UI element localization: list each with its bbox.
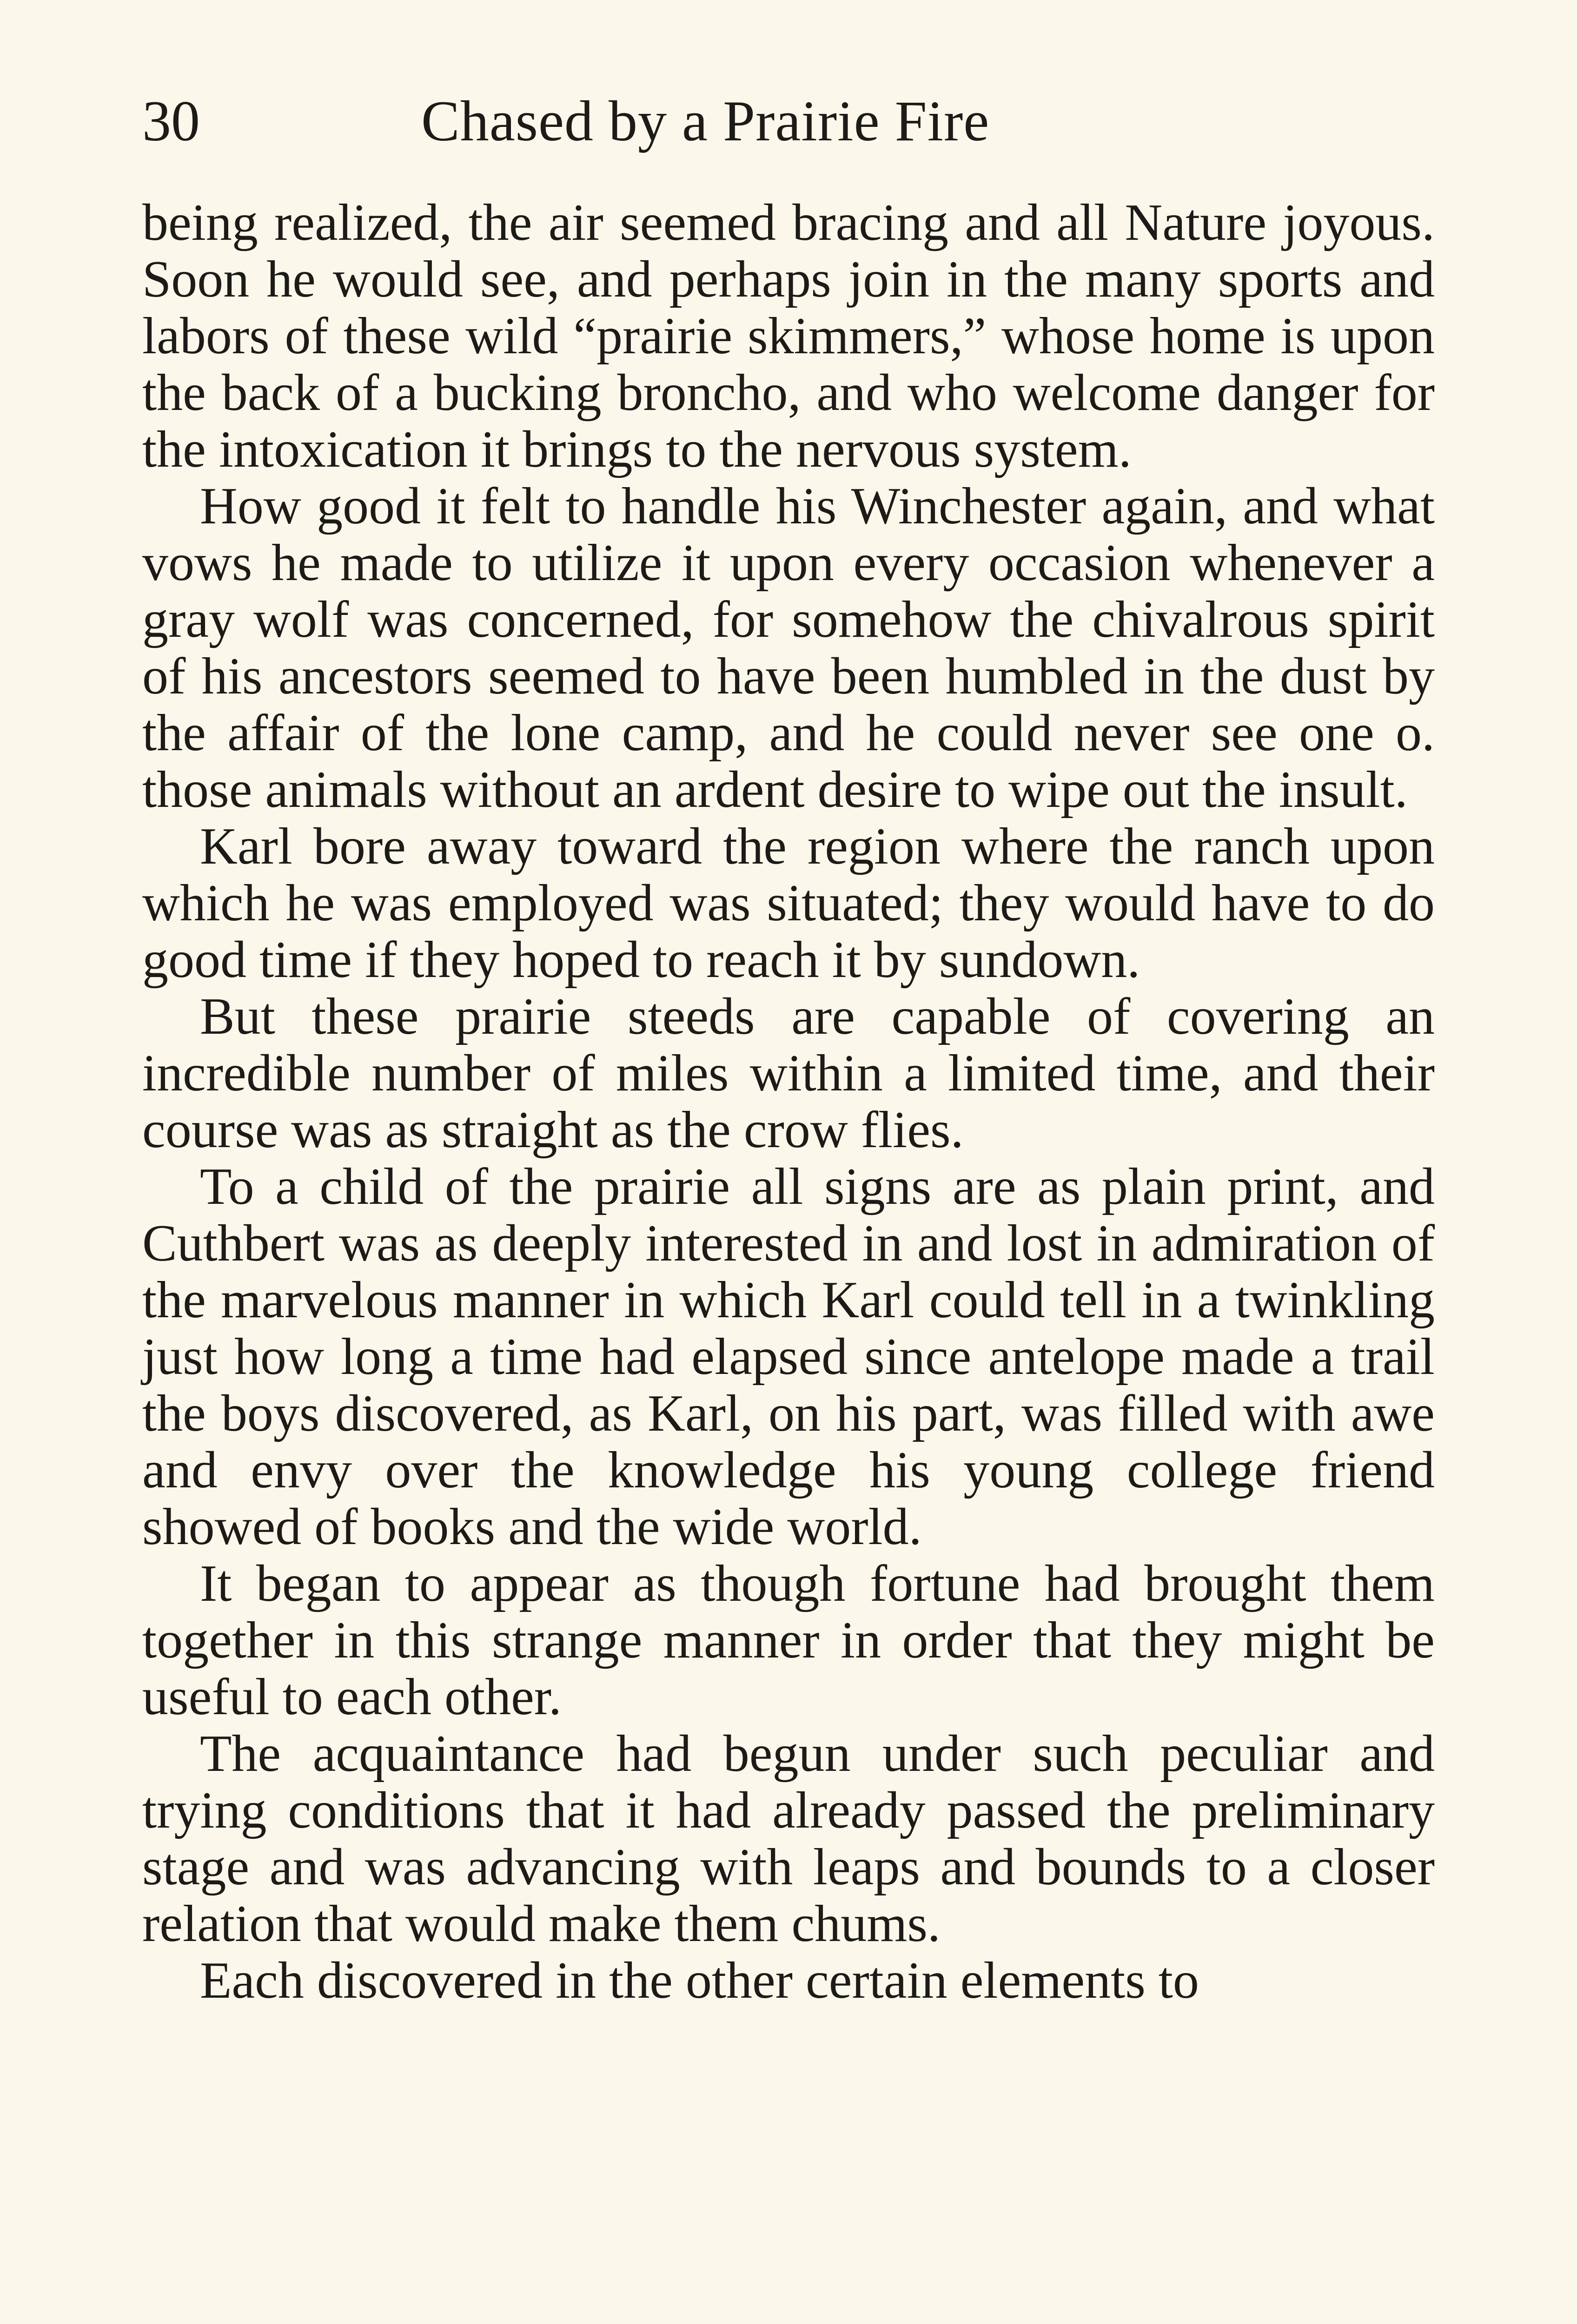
paragraph-4: But these prairie steeds are capable of covering an incredible number of miles within a limited time, and their course was as straight as the crow flies. bbox=[142, 988, 1435, 1159]
page-number: 30 bbox=[142, 89, 200, 153]
paragraph-8: Each discovered in the other certain elements to bbox=[200, 1952, 1199, 2009]
paragraph-7: The acquaintance had begun under such peculiar and trying conditions that it had already passed the preliminary stage and was advancing with leaps and bounds to a closer relation that would make them chums. bbox=[142, 1725, 1435, 1953]
paragraph-1: being realized, the air seemed bracing and all Nature joyous. Soon he would see, and perhaps join in the many sports and labors of these wild “prairie skimmers,” whose home is upon the back of a bucking broncho, and who welcome danger for the intoxication it brings to the nervous system. bbox=[142, 194, 1435, 478]
paragraph-6: It began to appear as though fortune had brought them together in this strange manner in order that they might be useful to each other. bbox=[142, 1555, 1435, 1726]
paragraph-5: To a child of the prairie all signs are as plain print, and Cuthbert was as deeply interested in and lost in admiration of the marvelous manner in which Karl could tell in a twinkling just how long a time had elapsed since antelope made a trail the boys discovered, as Karl, on his part, was filled with awe and envy over the knowledge his young college friend showed of books and the wide world. bbox=[142, 1158, 1435, 1556]
body-text bbox=[142, 194, 1435, 2009]
paragraph-3: Karl bore away toward the region where the ranch upon which he was employed was situated; they would have to do good time if they hoped to reach it by sundown. bbox=[142, 818, 1435, 989]
page-header bbox=[142, 82, 1435, 175]
running-title: Chased by a Prairie Fire bbox=[421, 89, 990, 153]
paragraph-2: How good it felt to handle his Winchester again, and what vows he made to utilize it upon every occasion whenever a gray wolf was concerned, for somehow the chivalrous spirit of his ancestors seemed to have been humbled in the dust by the affair of the lone camp, and he could never see one o. those animals without an ardent desire to wipe out the insult. bbox=[142, 477, 1435, 819]
